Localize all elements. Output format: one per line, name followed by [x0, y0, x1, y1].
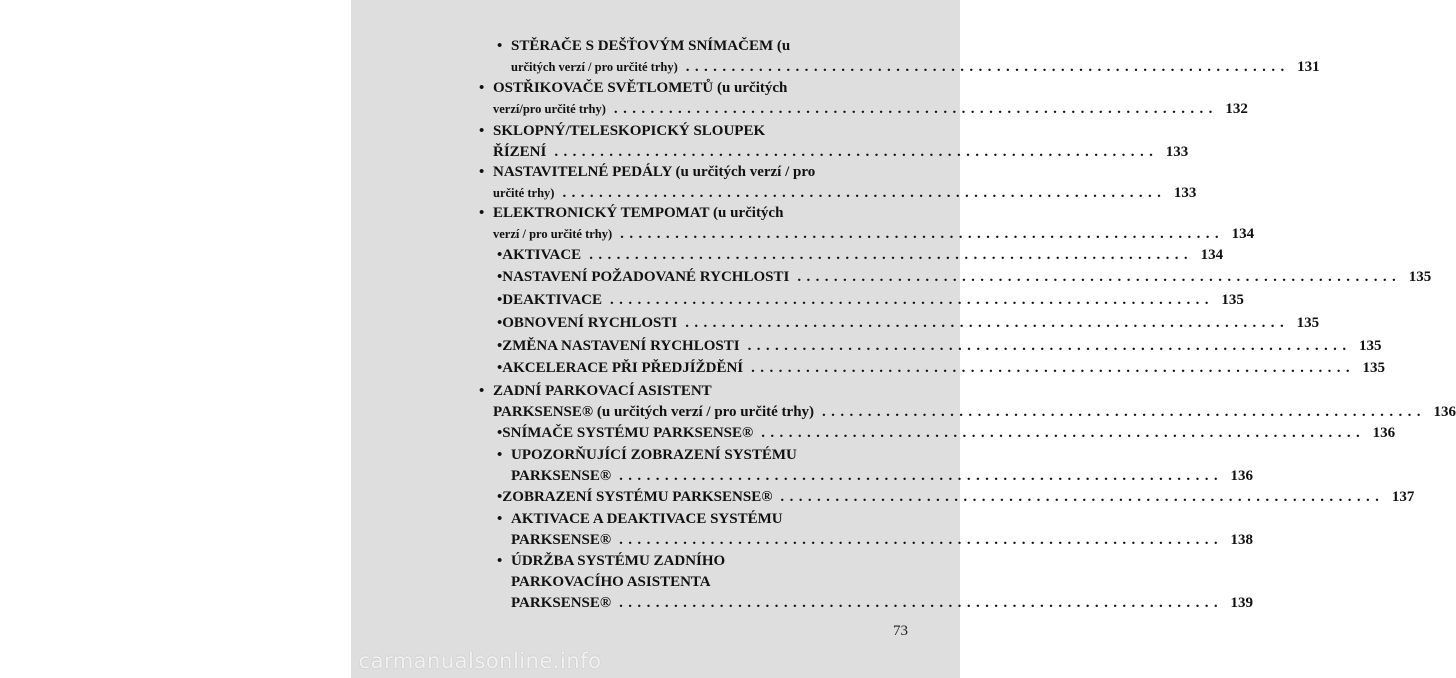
toc-entry-headlight-washers[interactable]	[479, 78, 1248, 120]
manual-page	[351, 0, 1456, 678]
bullet-icon: •	[497, 247, 503, 263]
toc-page-number: 131	[1297, 59, 1320, 75]
dot-leader: ..................................................................	[761, 425, 1366, 441]
toc-page-number: 136	[1372, 425, 1396, 441]
bullet-icon: •	[497, 511, 503, 527]
toc-page-number: 138	[1230, 532, 1254, 548]
toc-page-number: 135	[1408, 269, 1432, 285]
toc-entry-title: DEAKTIVACE	[502, 292, 603, 308]
bullet-icon: •	[479, 123, 485, 139]
bullet-icon: •	[497, 292, 503, 308]
toc-entry-title: NASTAVENÍ POŽADOVANÉ RYCHLOSTI	[502, 269, 790, 285]
toc-page-number: 134	[1231, 226, 1255, 242]
toc-entry-accelerate-for-passing[interactable]	[497, 358, 1386, 379]
dot-leader: ..................................................................	[797, 269, 1402, 285]
toc-entry-title: SNÍMAČE SYSTÉMU PARKSENSE®	[502, 425, 754, 441]
watermark: carmanualsonline.info	[358, 649, 602, 673]
dot-leader: ..................................................................	[685, 315, 1290, 331]
toc-entry-title-continuation: verzí/pro určité trhy)	[493, 102, 606, 116]
toc-entry-parksense-sensors[interactable]	[497, 423, 1396, 444]
toc-entry-title-continuation: PARKSENSE® (u určitých verzí / pro určité trhy)	[493, 404, 815, 420]
dot-leader: ..................................................................	[619, 532, 1224, 548]
toc-entry-title: ÚDRŽBA SYSTÉMU ZADNÍHO	[511, 553, 726, 569]
toc-page-number: 136	[1433, 404, 1456, 420]
toc-page-number: 135	[1296, 315, 1320, 331]
toc-entry-title: AKTIVACE	[502, 247, 582, 263]
dot-leader: ..................................................................	[554, 144, 1159, 160]
toc-page-number: 133	[1165, 144, 1189, 160]
toc-entry-resume-speed[interactable]	[497, 313, 1320, 334]
toc-entry-title: AKTIVACE A DEAKTIVACE SYSTÉMU	[511, 511, 783, 527]
toc-entry-title-continuation-2: PARKSENSE®	[511, 595, 612, 611]
dot-leader: ..................................................................	[589, 247, 1194, 263]
toc-entry-electronic-speed-control[interactable]	[479, 203, 1255, 245]
dot-leader: ..................................................................	[613, 101, 1218, 117]
bullet-icon: •	[497, 489, 503, 505]
toc-entry-title: ZOBRAZENÍ SYSTÉMU PARKSENSE®	[502, 489, 773, 505]
toc-entry-title-continuation: verzí / pro určité trhy)	[493, 227, 613, 241]
toc-entry-title: OSTŘIKOVAČE SVĚTLOMETŮ (u určitých	[493, 80, 788, 96]
toc-entry-title: AKCELERACE PŘI PŘEDJÍŽDĚNÍ	[502, 360, 744, 376]
toc-entry-parksense-rear-park-assist[interactable]	[479, 381, 1456, 423]
page-number: 73	[893, 623, 908, 639]
dot-leader: ..................................................................	[747, 338, 1352, 354]
bullet-icon: •	[497, 338, 503, 354]
toc-entry-title: UPOZORŇUJÍCÍ ZOBRAZENÍ SYSTÉMU	[511, 447, 797, 463]
bullet-icon: •	[479, 383, 485, 399]
toc-entry-title-continuation: ŘÍZENÍ	[493, 144, 547, 160]
toc-page-number: 133	[1173, 185, 1197, 201]
toc-page-number: 135	[1362, 360, 1386, 376]
dot-leader: ..................................................................	[685, 59, 1290, 75]
dot-leader: ..................................................................	[751, 360, 1356, 376]
toc-entry-vary-speed-setting[interactable]	[497, 336, 1382, 357]
table-of-contents	[351, 0, 1456, 678]
bullet-icon: •	[497, 447, 503, 463]
dot-leader: ..................................................................	[619, 468, 1224, 484]
toc-entry-title: OBNOVENÍ RYCHLOSTI	[502, 315, 678, 331]
toc-entry-service-parksense-rear-park-assist[interactable]	[497, 551, 1254, 614]
dot-leader: ..................................................................	[780, 489, 1385, 505]
toc-page-number: 134	[1200, 247, 1224, 263]
toc-entry-title: NASTAVITELNÉ PEDÁLY (u určitých verzí / pro	[493, 164, 816, 180]
toc-page-number: 135	[1358, 338, 1382, 354]
bullet-icon: •	[497, 315, 503, 331]
bullet-icon: •	[479, 80, 485, 96]
bullet-icon: •	[497, 269, 503, 285]
toc-entry-parksense-warning-display[interactable]	[497, 445, 1254, 487]
toc-entry-title-continuation: určité trhy)	[493, 186, 555, 200]
toc-entry-tilt-telescoping-steering-column[interactable]	[479, 121, 1189, 163]
toc-entry-rain-sensing-wipers[interactable]	[497, 36, 1320, 78]
toc-entry-set-desired-speed[interactable]	[497, 267, 1432, 288]
bullet-icon: •	[497, 553, 503, 569]
toc-page-number: 132	[1225, 101, 1248, 117]
dot-leader: ..................................................................	[610, 292, 1214, 308]
toc-entry-activation[interactable]	[497, 245, 1224, 266]
dot-leader: ..................................................................	[620, 226, 1225, 242]
toc-entry-parksense-display[interactable]	[497, 487, 1415, 508]
bullet-icon: •	[497, 38, 503, 54]
bullet-icon: •	[497, 425, 503, 441]
toc-entry-title-continuation: PARKSENSE®	[511, 468, 612, 484]
toc-entry-title: STĚRAČE S DEŠŤOVÝM SNÍMAČEM (u	[511, 38, 791, 54]
bullet-icon: •	[479, 205, 485, 221]
toc-entry-title-continuation: určitých verzí / pro určité trhy)	[511, 60, 678, 74]
bullet-icon: •	[479, 164, 485, 180]
dot-leader: ..................................................................	[822, 404, 1426, 420]
toc-page-number: 137	[1391, 489, 1415, 505]
dot-leader: ..................................................................	[562, 185, 1167, 201]
toc-page-number: 135	[1221, 292, 1244, 308]
dot-leader: ..................................................................	[619, 595, 1224, 611]
toc-entry-enabling-disabling-parksense[interactable]	[497, 509, 1254, 551]
toc-entry-title: ELEKTRONICKÝ TEMPOMAT (u určitých	[493, 205, 784, 221]
toc-entry-adjustable-pedals[interactable]	[479, 162, 1197, 204]
bullet-icon: •	[497, 360, 503, 376]
toc-entry-title-continuation: PARKSENSE®	[511, 532, 612, 548]
toc-page-number: 136	[1230, 468, 1254, 484]
toc-entry-title: SKLOPNÝ/TELESKOPICKÝ SLOUPEK	[493, 123, 766, 139]
toc-entry-title: ZADNÍ PARKOVACÍ ASISTENT	[493, 383, 712, 399]
toc-entry-title: ZMĚNA NASTAVENÍ RYCHLOSTI	[502, 338, 740, 354]
toc-entry-title-continuation: PARKOVACÍHO ASISTENTA	[511, 574, 711, 590]
toc-entry-deactivation[interactable]	[497, 290, 1244, 311]
toc-page-number: 139	[1230, 595, 1254, 611]
